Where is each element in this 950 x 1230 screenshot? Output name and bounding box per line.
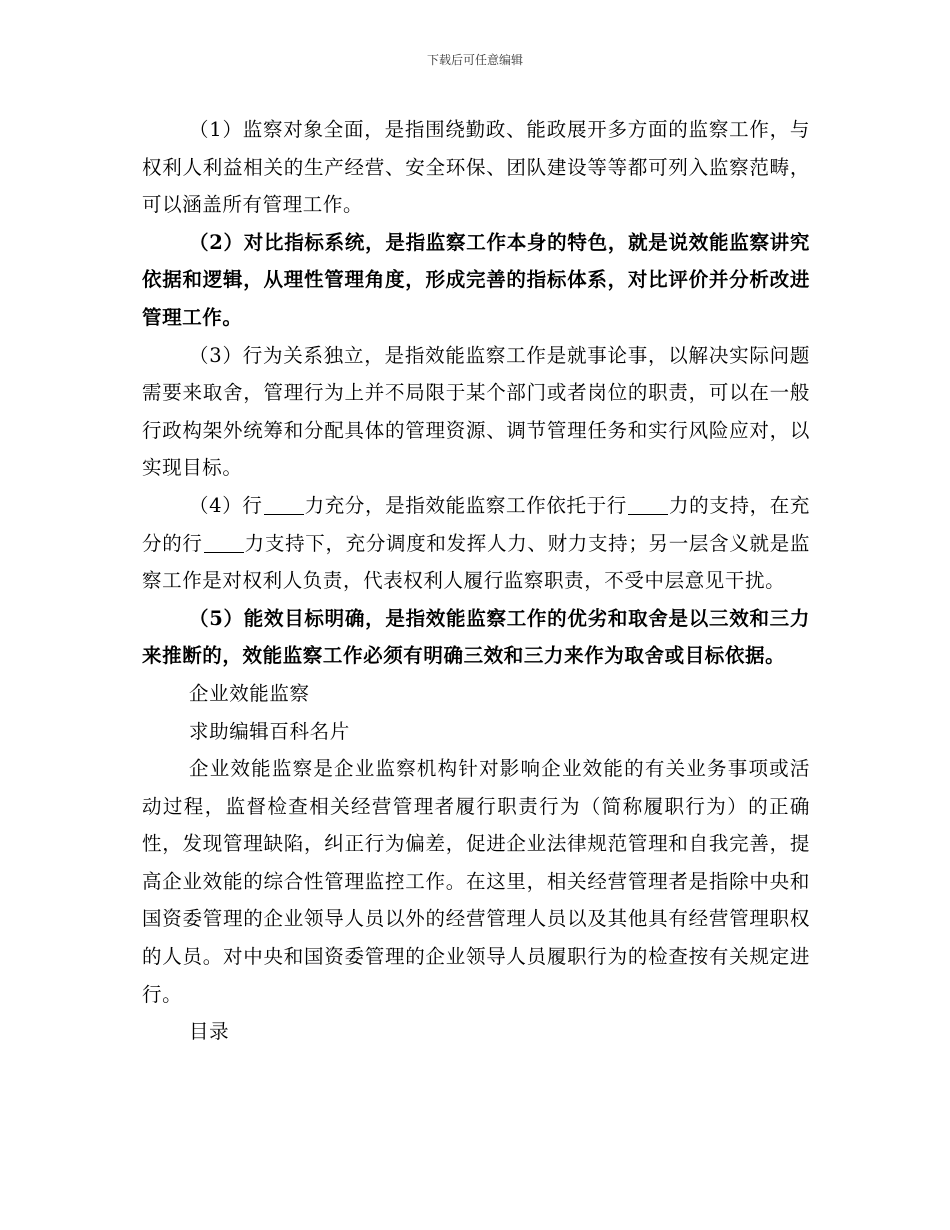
paragraph-4-part-3: 力的支持，在充分的行: [142, 493, 810, 555]
paragraph-4-part-1: （4）行: [189, 493, 263, 517]
document-body: [142, 111, 810, 1051]
help-edit-baike-card: 求助编辑百科名片: [189, 719, 350, 743]
blank-underline: [204, 532, 244, 553]
paragraph-4-part-4: 力支持下，充分调度和发挥人力、财力支持；另一层含义就是监察工作是对权利人负责，代表权利人履行监察职责，不受中层意见干扰。: [142, 531, 810, 593]
table-of-contents-heading: 目录: [189, 1020, 230, 1044]
paragraph-definition: 企业效能监察是企业监察机构针对影响企业效能的有关业务事项或活动过程，监督检查相关经营管理者履行职责行为（简称履职行为）的正确性，发现管理缺陷，纠正行为偏差，促进企业法律规范管理和自我完善，提高企业效能的综合性管理监控工作。在这里，相关经营管理者是指除中央和国资委管理的企业领导人员以外的经营管理人员以及其他具有经营管理职权的人员。对中央和国资委管理的企业领导人员履职行为的检查按有关规定进行。: [142, 757, 810, 1006]
paragraph-2: （2）对比指标系统，是指监察工作本身的特色，就是说效能监察讲究依据和逻辑，从理性管理角度，形成完善的指标体系，对比评价并分析改进管理工作。: [142, 230, 810, 329]
paragraph-4: [142, 487, 810, 600]
paragraph-1: （1）监察对象全面，是指围绕勤政、能政展开多方面的监察工作，与权利人利益相关的生产经营、安全环保、团队建设等等都可列入监察范畴，可以涵盖所有管理工作。: [142, 118, 810, 217]
page-header: 下载后可任意编辑: [426, 53, 523, 67]
blank-underline: [628, 494, 668, 515]
blank-underline: [264, 494, 304, 515]
paragraph-4-part-2: 力充分，是指效能监察工作依托于行: [304, 493, 627, 517]
paragraph-5: （5）能效目标明确，是指效能监察工作的优劣和取舍是以三效和三力来推断的，效能监察工作必须有明确三效和三力来作为取舍或目标依据。: [142, 606, 810, 668]
section-heading-enterprise-efficiency: 企业效能监察: [189, 681, 310, 705]
paragraph-3: （3）行为关系独立，是指效能监察工作是就事论事，以解决实际问题需要来取舍，管理行为上并不局限于某个部门或者岗位的职责，可以在一般行政构架外统筹和分配具体的管理资源、调节管理任务和实行风险应对，以实现目标。: [142, 343, 810, 480]
